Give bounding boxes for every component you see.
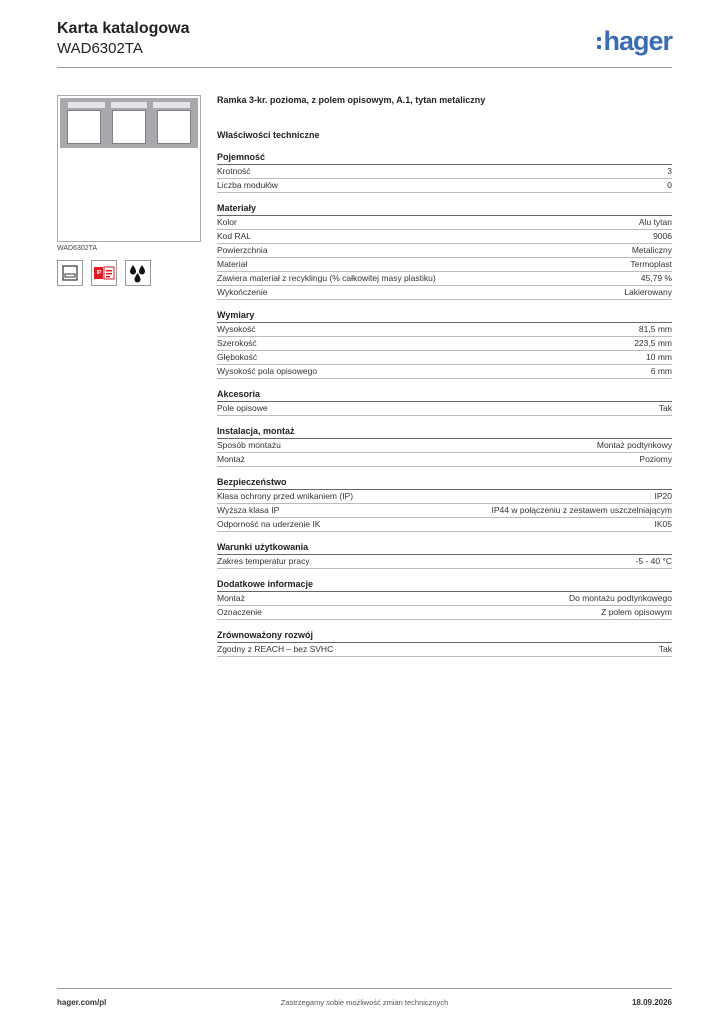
- spec-key: Zgodny z REACH – bez SVHC: [217, 644, 334, 654]
- spec-value: 6 mm: [650, 366, 672, 376]
- spec-value: Lakierowany: [624, 287, 672, 297]
- spec-section-materials: [217, 203, 672, 300]
- spec-value: Alu tytan: [638, 217, 672, 227]
- spec-row: [217, 504, 672, 518]
- spec-key: Zawiera materiał z recyklingu (% całkowitej masy plastiku): [217, 273, 436, 283]
- section-title: Instalacja, montaż: [217, 426, 672, 439]
- spec-row: [217, 165, 672, 179]
- spec-row: [217, 592, 672, 606]
- section-title: Wymiary: [217, 310, 672, 323]
- spec-row: [217, 518, 672, 532]
- spec-value: IP20: [654, 491, 672, 501]
- spec-key: Zakres temperatur pracy: [217, 556, 310, 566]
- section-title: Akcesoria: [217, 389, 672, 402]
- spec-row: [217, 216, 672, 230]
- spec-key: Montaż: [217, 454, 245, 464]
- spec-key: Materiał: [217, 259, 248, 269]
- frame-window: [67, 110, 101, 144]
- spec-row: [217, 179, 672, 193]
- spec-value: Metaliczny: [631, 245, 672, 255]
- spec-key: Krotność: [217, 166, 251, 176]
- spec-section-dimensions: [217, 310, 672, 379]
- spec-key: Montaż: [217, 593, 245, 603]
- spec-value: 81,5 mm: [638, 324, 672, 334]
- spec-row: [217, 272, 672, 286]
- spec-value: -5 - 40 °C: [635, 556, 672, 566]
- spec-section-sustainability: [217, 630, 672, 657]
- frame-window: [112, 110, 146, 144]
- spec-section-accessories: [217, 389, 672, 416]
- spec-key: Sposób montażu: [217, 440, 281, 450]
- spec-key: Pole opisowe: [217, 403, 268, 413]
- section-title: Dodatkowe informacje: [217, 579, 672, 592]
- spec-value: Tak: [658, 403, 672, 413]
- section-title: Warunki użytkowania: [217, 542, 672, 555]
- spec-row: [217, 351, 672, 365]
- spec-key: Klasa ochrony przed wnikaniem (IP): [217, 491, 354, 501]
- frame-illustration: [60, 98, 198, 148]
- product-visual-panel: [57, 95, 202, 286]
- spec-row: [217, 337, 672, 351]
- spec-key: Odporność na uderzenie IK: [217, 519, 321, 529]
- spec-key: Liczba modułów: [217, 180, 278, 190]
- spec-row: [217, 230, 672, 244]
- spec-key: Wysokość pola opisowego: [217, 366, 318, 376]
- spec-section-operating-conditions: [217, 542, 672, 569]
- label-strip: [68, 102, 190, 108]
- footer-date: 18.09.2026: [631, 998, 672, 1007]
- section-title: Pojemność: [217, 152, 672, 165]
- spec-key: Wyższa klasa IP: [217, 505, 280, 515]
- section-title: Bezpieczeństwo: [217, 477, 672, 490]
- spec-row: [217, 323, 672, 337]
- page-title: Karta katalogowa: [57, 20, 190, 37]
- spec-value: IP44 w połączeniu z zestawem uszczelniającym: [491, 505, 672, 515]
- spec-value: Tak: [658, 644, 672, 654]
- spec-row: [217, 439, 672, 453]
- logo-text: hager: [603, 25, 672, 56]
- spec-row: [217, 453, 672, 467]
- spec-row: [217, 402, 672, 416]
- hager-logo[interactable]: [597, 24, 672, 58]
- spec-value: Poziomy: [639, 454, 672, 464]
- spec-value: 9006: [653, 231, 672, 241]
- product-description: Ramka 3-kr. pozioma, z polem opisowym, A.1, tytan metaliczny: [217, 95, 486, 105]
- spec-key: Wysokość: [217, 324, 256, 334]
- spec-section-installation: [217, 426, 672, 467]
- spec-row: [217, 244, 672, 258]
- spec-value: Montaż podtynkowy: [596, 440, 672, 450]
- spec-row: [217, 555, 672, 569]
- spec-section-additional-info: [217, 579, 672, 620]
- spec-row: [217, 365, 672, 379]
- spec-key: Kod RAL: [217, 231, 252, 241]
- ip-badge-text: IP: [96, 270, 102, 276]
- spec-row: [217, 606, 672, 620]
- spec-key: Oznaczenie: [217, 607, 262, 617]
- spec-value: 45,79 %: [640, 273, 672, 283]
- spec-section-capacity: [217, 152, 672, 193]
- spec-row: [217, 643, 672, 657]
- spec-row: [217, 258, 672, 272]
- spec-value: 10 mm: [646, 352, 672, 362]
- spec-value: 0: [667, 180, 672, 190]
- spec-key: Głębokość: [217, 352, 258, 362]
- product-image: [57, 95, 201, 242]
- technical-properties-title: Właściwości techniczne: [217, 130, 320, 140]
- feature-icons: [57, 260, 202, 286]
- frame-window: [157, 110, 191, 144]
- footer-divider: [57, 988, 672, 989]
- spec-row: [217, 286, 672, 300]
- spec-section-safety: [217, 477, 672, 532]
- section-title: Zrównoważony rozwój: [217, 630, 672, 643]
- spec-value: 3: [667, 166, 672, 176]
- spec-value: 223,5 mm: [634, 338, 672, 348]
- spec-value: IK05: [654, 519, 672, 529]
- spec-key: Szerokość: [217, 338, 257, 348]
- spec-row: [217, 490, 672, 504]
- page-footer: [57, 994, 672, 1008]
- spec-key: Wykończenie: [217, 287, 268, 297]
- spec-value: Do montażu podtynkowego: [568, 593, 672, 603]
- logo-dots-icon: [597, 37, 601, 49]
- flush-box-icon: [57, 260, 83, 286]
- website-link[interactable]: hager.com/pl: [57, 998, 107, 1007]
- header-divider: [57, 67, 672, 68]
- footer-note: Zastrzegamy sobie możliwość zmian technicznych: [280, 998, 449, 1007]
- section-title: Materiały: [217, 203, 672, 216]
- image-caption: WAD6302TA: [57, 245, 98, 252]
- spec-key: Kolor: [217, 217, 237, 227]
- product-code: WAD6302TA: [57, 40, 143, 57]
- water-drops-icon: [125, 260, 151, 286]
- specifications-panel: [217, 95, 672, 657]
- page-header: [57, 20, 672, 70]
- ip-rating-icon: [91, 260, 117, 286]
- spec-key: Powierzchnia: [217, 245, 268, 255]
- spec-value: Z polem opisowym: [601, 607, 672, 617]
- spec-value: Termoplast: [630, 259, 672, 269]
